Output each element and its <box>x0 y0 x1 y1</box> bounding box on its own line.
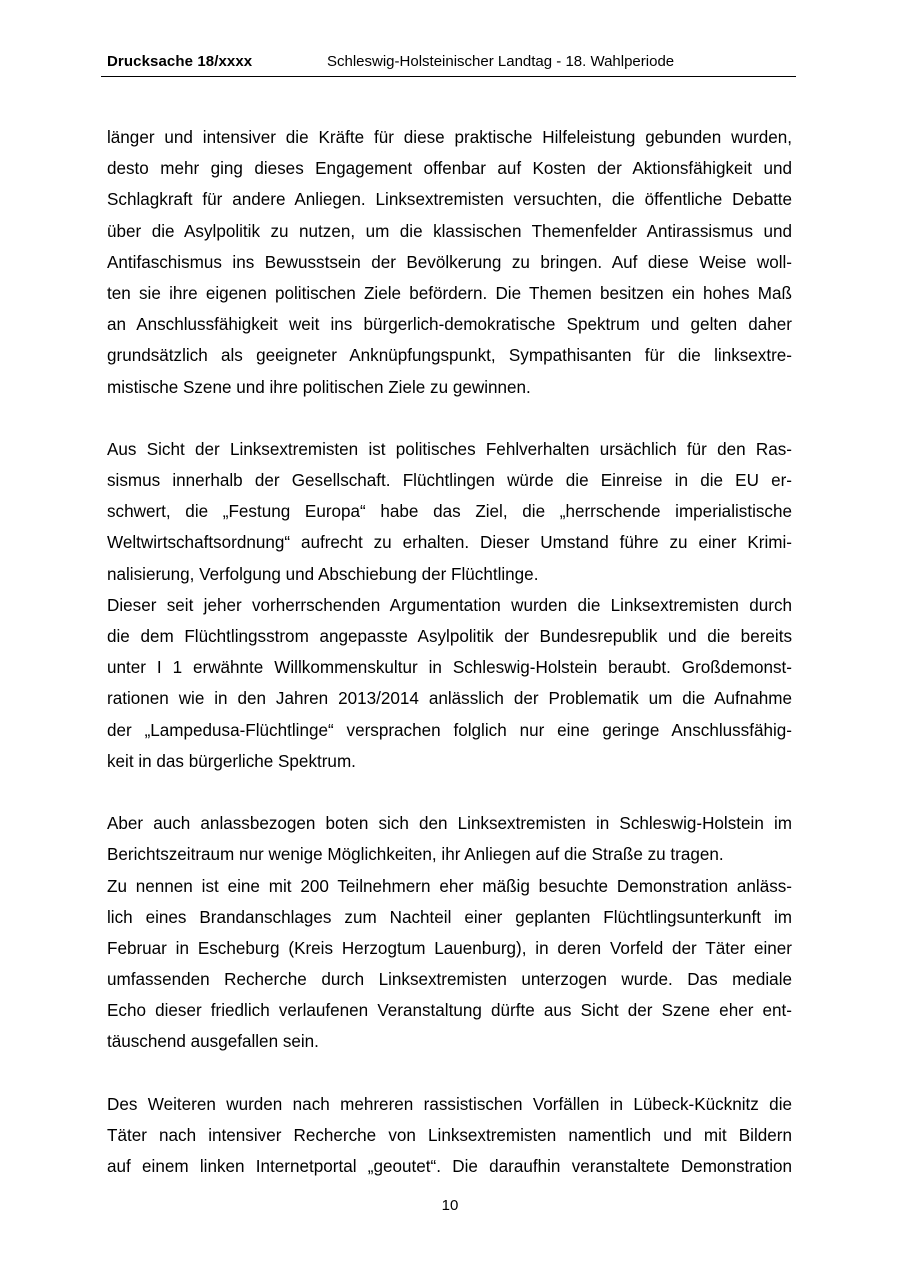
text-line: der „Lampedusa-Flüchtlinge“ versprachen folglich nur eine geringe Anschlussfähig- <box>107 720 792 740</box>
text-line: auf einem linken Internetportal „geoutet“. Die daraufhin veranstaltete Demonstration <box>107 1157 792 1177</box>
text-line: ten sie ihre eigenen politischen Ziele befördern. Die Themen besitzen ein hohes Maß <box>107 283 792 303</box>
text-line: Echo dieser friedlich verlaufenen Veranstaltung dürfte aus Sicht der Szene eher ent- <box>107 1001 792 1021</box>
text-line: sismus innerhalb der Gesellschaft. Flüchtlingen würde die Einreise in die EU er- <box>107 471 792 491</box>
paragraph <box>107 1089 792 1183</box>
text-line: Zu nennen ist eine mit 200 Teilnehmern eher mäßig besuchte Demonstration anläss- <box>107 876 792 896</box>
text-line: an Anschlussfähigkeit weit ins bürgerlich-demokratische Spektrum und gelten daher <box>107 315 792 335</box>
body-text <box>107 122 792 1182</box>
text-line: über die Asylpolitik zu nutzen, um die klassischen Themenfelder Antirassismus und <box>107 221 792 241</box>
text-line: täuschend ausgefallen sein. <box>107 1032 319 1052</box>
text-line: Des Weiteren wurden nach mehreren rassistischen Vorfällen in Lübeck-Kücknitz die <box>107 1094 792 1114</box>
text-line: Dieser seit jeher vorherrschenden Argumentation wurden die Linksextremisten durch <box>107 595 792 615</box>
text-line: rationen wie in den Jahren 2013/2014 anlässlich der Problematik um die Aufnahme <box>107 689 792 709</box>
page-header <box>101 50 796 77</box>
text-line: Täter nach intensiver Recherche von Linksextremisten namentlich und mit Bildern <box>107 1126 792 1145</box>
text-line: nalisierung, Verfolgung und Abschiebung der Flüchtlinge. <box>107 564 539 584</box>
text-line: keit in das bürgerliche Spektrum. <box>107 751 356 771</box>
text-line: unter I 1 erwähnte Willkommenskultur in Schleswig-Holstein beraubt. Großdemonst- <box>107 658 792 678</box>
text-line: Weltwirtschaftsordnung“ aufrecht zu erhalten. Dieser Umstand führe zu einer Krimi- <box>107 533 792 553</box>
text-line: Aus Sicht der Linksextremisten ist politisches Fehlverhalten ursächlich für den Ras- <box>107 439 792 459</box>
text-line: länger und intensiver die Kräfte für diese praktische Hilfeleistung gebunden wurden, <box>107 128 792 147</box>
text-line: Schlagkraft für andere Anliegen. Linksextremisten versuchten, die öffentliche Debatte <box>107 190 792 210</box>
text-line: die dem Flüchtlingsstrom angepasste Asylpolitik der Bundesrepublik und die bereits <box>107 627 792 646</box>
text-line: umfassenden Recherche durch Linksextremisten unterzogen wurde. Das mediale <box>107 970 792 990</box>
document-number: Drucksache 18/xxxx <box>107 53 253 70</box>
text-line: Antifaschismus ins Bewusstsein der Bevölkerung zu bringen. Auf diese Weise woll- <box>107 252 792 272</box>
paragraph <box>107 590 792 777</box>
paragraph <box>107 122 792 403</box>
text-line: grundsätzlich als geeigneter Anknüpfungspunkt, Sympathisanten für die linksextre- <box>107 346 792 366</box>
paragraph <box>107 808 792 870</box>
text-line: Berichtszeitraum nur wenige Möglichkeiten, ihr Anliegen auf die Straße zu tragen. <box>107 845 724 865</box>
text-line: schwert, die „Festung Europa“ habe das Ziel, die „herrschende imperialistische <box>107 502 792 522</box>
paragraph <box>107 434 792 590</box>
text-line: lich eines Brandanschlages zum Nachteil einer geplanten Flüchtlingsunterkunft im <box>107 907 792 927</box>
text-line: Aber auch anlassbezogen boten sich den Linksextremisten in Schleswig-Holstein im <box>107 814 792 834</box>
paragraph <box>107 871 792 1058</box>
text-line: mistische Szene und ihre politischen Ziele zu gewinnen. <box>107 377 531 397</box>
text-line: desto mehr ging dieses Engagement offenbar auf Kosten der Aktionsfähigkeit und <box>107 159 792 179</box>
document-title: Schleswig-Holsteinischer Landtag - 18. Wahlperiode <box>327 53 675 70</box>
text-line: Februar in Escheburg (Kreis Herzogtum Lauenburg), in deren Vorfeld der Täter einer <box>107 938 792 958</box>
page-number: 10 <box>441 1197 459 1214</box>
